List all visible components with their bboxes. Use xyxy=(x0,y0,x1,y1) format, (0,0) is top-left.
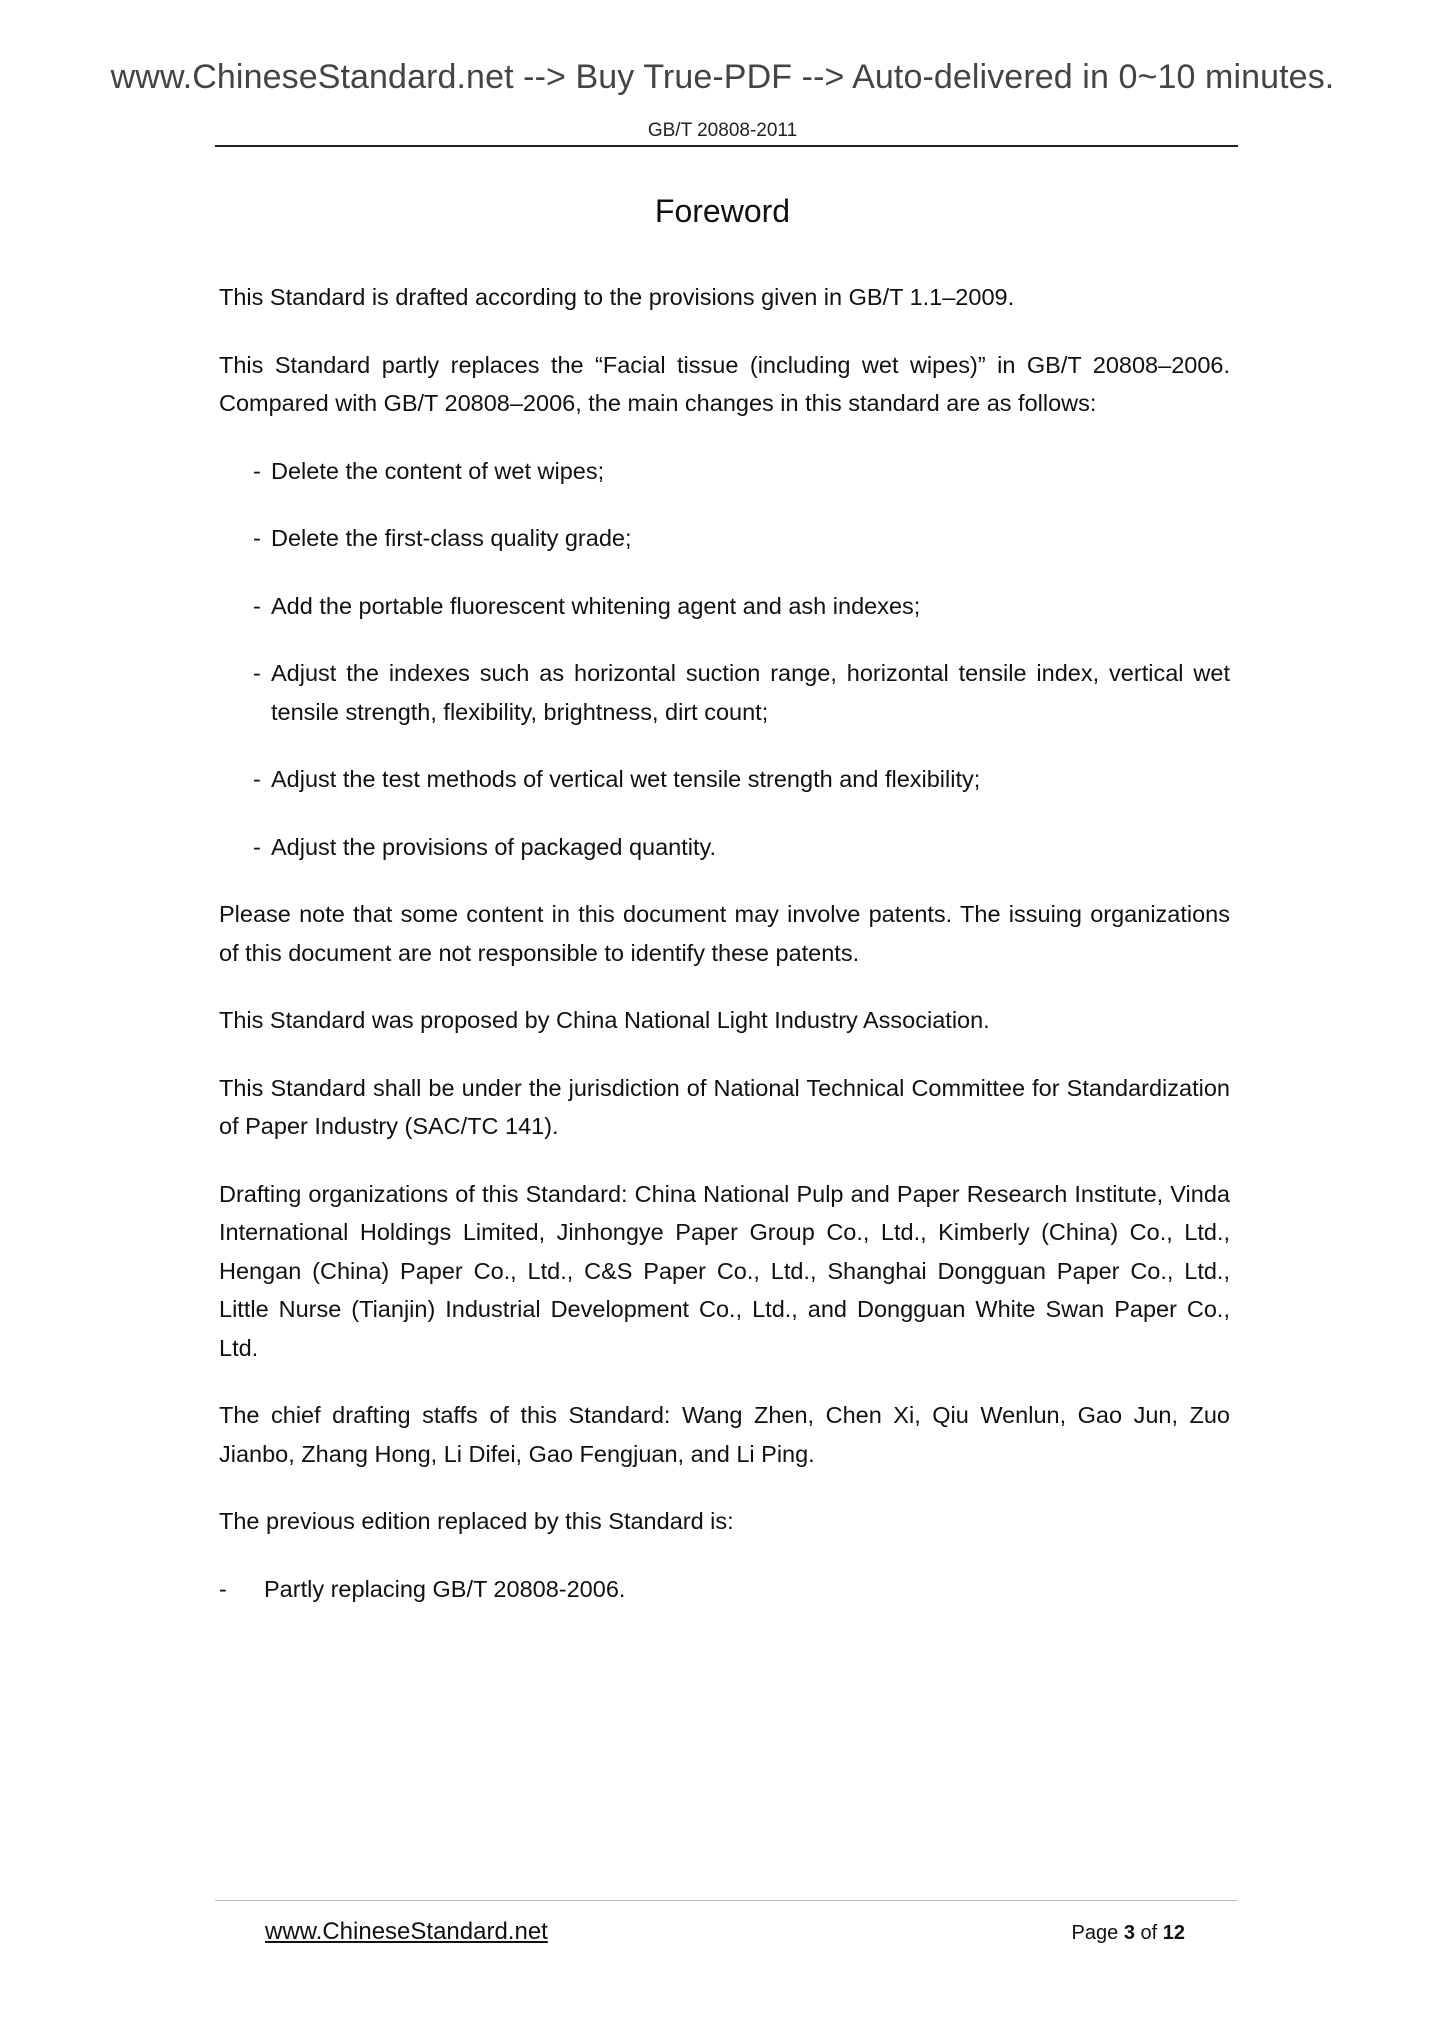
list-item xyxy=(219,587,1230,626)
page-indicator xyxy=(1072,1922,1185,1945)
list-item-text: Adjust the test methods of vertical wet tensile strength and flexibility; xyxy=(271,766,981,792)
list-item xyxy=(219,1570,1230,1609)
paragraph-patent-notice: Please note that some content in this document may involve patents. The issuing organizations of this document are not responsible to identify these patents. xyxy=(219,901,1230,966)
list-item xyxy=(219,452,1230,491)
list-item xyxy=(219,654,1230,731)
paragraph-jurisdiction: This Standard shall be under the jurisdiction of National Technical Committee for Standardization of Paper Industry (SAC/TC 141). xyxy=(219,1074,1230,1139)
changes-list xyxy=(219,452,1230,867)
list-item xyxy=(219,519,1230,558)
paragraph-drafting-organizations: Drafting organizations of this Standard: China National Pulp and Paper Research Institute, Vinda International Holdings Limited, Jinhongye Paper Group Co., Ltd., Kimberly (China) Co., Ltd., Hengan (China) Paper Co., Ltd., C&S Paper Co., Ltd., Shanghai Dongguan Paper Co., Ltd., Little Nurse (Tianjin) Industrial Development Co., Ltd., and Dongguan White Swan Paper Co., Ltd. xyxy=(219,1180,1230,1361)
page-current: 3 xyxy=(1123,1922,1135,1944)
list-item-text: Partly replacing GB/T 20808-2006. xyxy=(264,1575,626,1602)
paragraph-proposer: This Standard was proposed by China National Light Industry Association. xyxy=(219,1007,990,1033)
list-item xyxy=(219,828,1230,867)
list-marker: - xyxy=(253,660,261,686)
list-marker: - xyxy=(253,525,261,551)
list-item-text: Adjust the indexes such as horizontal suction range, horizontal tensile index, vertical wet tensile strength, flexibility, brightness, dirt count; xyxy=(271,660,1230,725)
list-item-text: Delete the first-class quality grade; xyxy=(271,525,632,551)
previous-editions-list xyxy=(219,1570,1230,1609)
footer-divider xyxy=(215,1900,1238,1901)
header-divider xyxy=(215,145,1238,147)
page-label: Page xyxy=(1071,1922,1119,1944)
list-item-text: Add the portable fluorescent whitening agent and ash indexes; xyxy=(271,592,921,619)
document-number-header: GB/T 20808-2011 xyxy=(647,120,798,141)
top-banner[interactable]: www.ChineseStandard.net --> Buy True-PDF --> Auto-delivered in 0~10 minutes. xyxy=(110,58,1335,96)
list-marker: - xyxy=(253,457,261,484)
list-marker: - xyxy=(253,766,261,792)
paragraph-replacement-note: This Standard partly replaces the “Facial tissue (including wet wipes)” in GB/T 20808–2006. Compared with GB/T 20808–2006, the main changes in this standard are as follows: xyxy=(219,351,1230,416)
paragraph-drafting-basis: This Standard is drafted according to the provisions given in GB/T 1.1–2009. xyxy=(219,284,1015,310)
page-title: Foreword xyxy=(654,193,791,229)
list-item xyxy=(219,760,1230,799)
list-item-text: Adjust the provisions of packaged quantity. xyxy=(271,833,717,860)
list-marker: - xyxy=(253,833,261,860)
paragraph-previous-edition: The previous edition replaced by this Standard is: xyxy=(219,1508,734,1534)
list-item-text: Delete the content of wet wipes; xyxy=(271,457,605,484)
document-body xyxy=(219,278,1230,1637)
page-total: 12 xyxy=(1162,1922,1185,1944)
list-marker: - xyxy=(253,592,261,619)
list-marker: - xyxy=(219,1575,227,1602)
footer-website-link[interactable]: www.ChineseStandard.net xyxy=(265,1918,548,1945)
page-of-label: of xyxy=(1140,1922,1158,1944)
paragraph-drafting-staff: The chief drafting staffs of this Standard: Wang Zhen, Chen Xi, Qiu Wenlun, Gao Jun, Zuo Jianbo, Zhang Hong, Li Difei, Gao Fengjuan, and Li Ping. xyxy=(219,1402,1230,1467)
